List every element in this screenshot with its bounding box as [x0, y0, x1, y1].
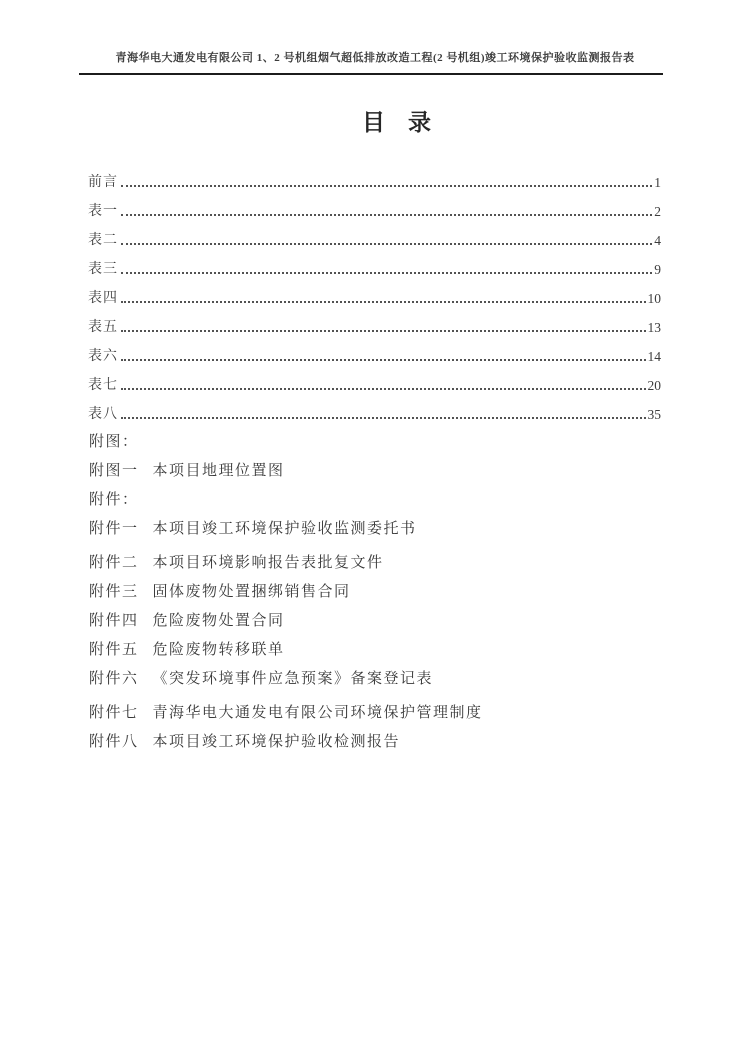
toc-entry-page-number: 35	[647, 407, 661, 422]
toc-entry[interactable]	[88, 221, 661, 250]
toc-entry-page-number: 9	[654, 262, 661, 277]
toc-entry[interactable]	[88, 395, 661, 424]
attachment-item	[89, 726, 659, 755]
toc-dot-leader	[121, 272, 652, 274]
attachment-item-label: 附件二	[89, 555, 139, 571]
toc-entry[interactable]	[88, 366, 661, 395]
attachments-heading: 附件：	[89, 492, 139, 508]
attachment-item	[89, 697, 659, 726]
toc-dot-leader	[121, 359, 646, 361]
appendix-section	[89, 426, 659, 755]
attachment-item-label: 附件六	[89, 671, 139, 687]
toc-dot-leader	[121, 301, 646, 303]
toc-entry-page-number: 10	[647, 291, 661, 306]
toc-entry-page-number: 1	[654, 175, 661, 190]
attachment-item-title: 危险废物转移联单	[152, 642, 285, 658]
attachment-item-title: 固体废物处置捆绑销售合同	[152, 584, 351, 600]
page-title: 目 录	[362, 110, 431, 135]
toc-entry[interactable]	[88, 337, 661, 366]
toc-entry-label: 表一	[88, 204, 118, 219]
attachment-item	[89, 634, 659, 663]
toc-dot-leader	[121, 214, 652, 216]
attachment-item-label: 附件四	[89, 613, 139, 629]
attachment-item-label: 附件三	[89, 584, 139, 600]
attachment-item-label: 附件五	[89, 642, 139, 658]
toc-entry-page-number: 20	[647, 378, 661, 393]
attachment-item	[89, 663, 659, 692]
attachment-item-title: 青海华电大通发电有限公司环境保护管理制度	[152, 705, 483, 721]
toc-entry-page-number: 2	[654, 204, 661, 219]
toc-entry-page-number: 13	[647, 320, 661, 335]
toc-entry-label: 前言	[88, 175, 118, 190]
toc-dot-leader	[121, 388, 646, 390]
toc-entry-label: 表七	[88, 378, 118, 393]
attachment-item-title: 危险废物处置合同	[152, 613, 285, 629]
attachment-item-label: 附件一	[89, 521, 139, 537]
toc-dot-leader	[121, 243, 652, 245]
toc-entry-label: 表四	[88, 291, 118, 306]
attachments-list	[89, 513, 659, 755]
toc-entry[interactable]	[88, 192, 661, 221]
attachment-item	[89, 576, 659, 605]
attachment-item	[89, 547, 659, 576]
figure-item	[89, 455, 659, 484]
toc-entry-label: 表三	[88, 262, 118, 277]
toc-dot-leader	[121, 417, 646, 419]
table-of-contents	[88, 163, 661, 424]
attachment-item-title: 本项目环境影响报告表批复文件	[152, 555, 384, 571]
toc-entry[interactable]	[88, 163, 661, 192]
attachment-item-title: 《突发环境事件应急预案》备案登记表	[152, 671, 434, 687]
figure-item-title: 本项目地理位置图	[152, 463, 285, 479]
attachment-item-title: 本项目竣工环境保护验收监测委托书	[152, 521, 417, 537]
figure-item-label: 附图一	[89, 463, 139, 479]
figures-list	[89, 455, 659, 484]
attachment-item	[89, 605, 659, 634]
toc-entry-page-number: 4	[654, 233, 661, 248]
toc-entry-label: 表五	[88, 320, 118, 335]
attachment-item	[89, 513, 659, 542]
running-header-title: 青海华电大通发电有限公司 1、2 号机组烟气超低排放改造工程(2 号机组)竣工环境保护验收监测报告表	[115, 52, 635, 64]
toc-entry[interactable]	[88, 279, 661, 308]
toc-entry-page-number: 14	[647, 349, 661, 364]
toc-entry[interactable]	[88, 250, 661, 279]
toc-dot-leader	[121, 330, 646, 332]
toc-entry-label: 表六	[88, 349, 118, 364]
attachment-item-label: 附件八	[89, 734, 139, 750]
toc-dot-leader	[121, 185, 652, 187]
toc-entry[interactable]	[88, 308, 661, 337]
toc-entry-label: 表二	[88, 233, 118, 248]
header-divider-rule	[79, 73, 663, 75]
figures-heading: 附图：	[89, 434, 139, 450]
attachment-item-label: 附件七	[89, 705, 139, 721]
toc-entry-label: 表八	[88, 407, 118, 422]
attachment-item-title: 本项目竣工环境保护验收检测报告	[152, 734, 401, 750]
